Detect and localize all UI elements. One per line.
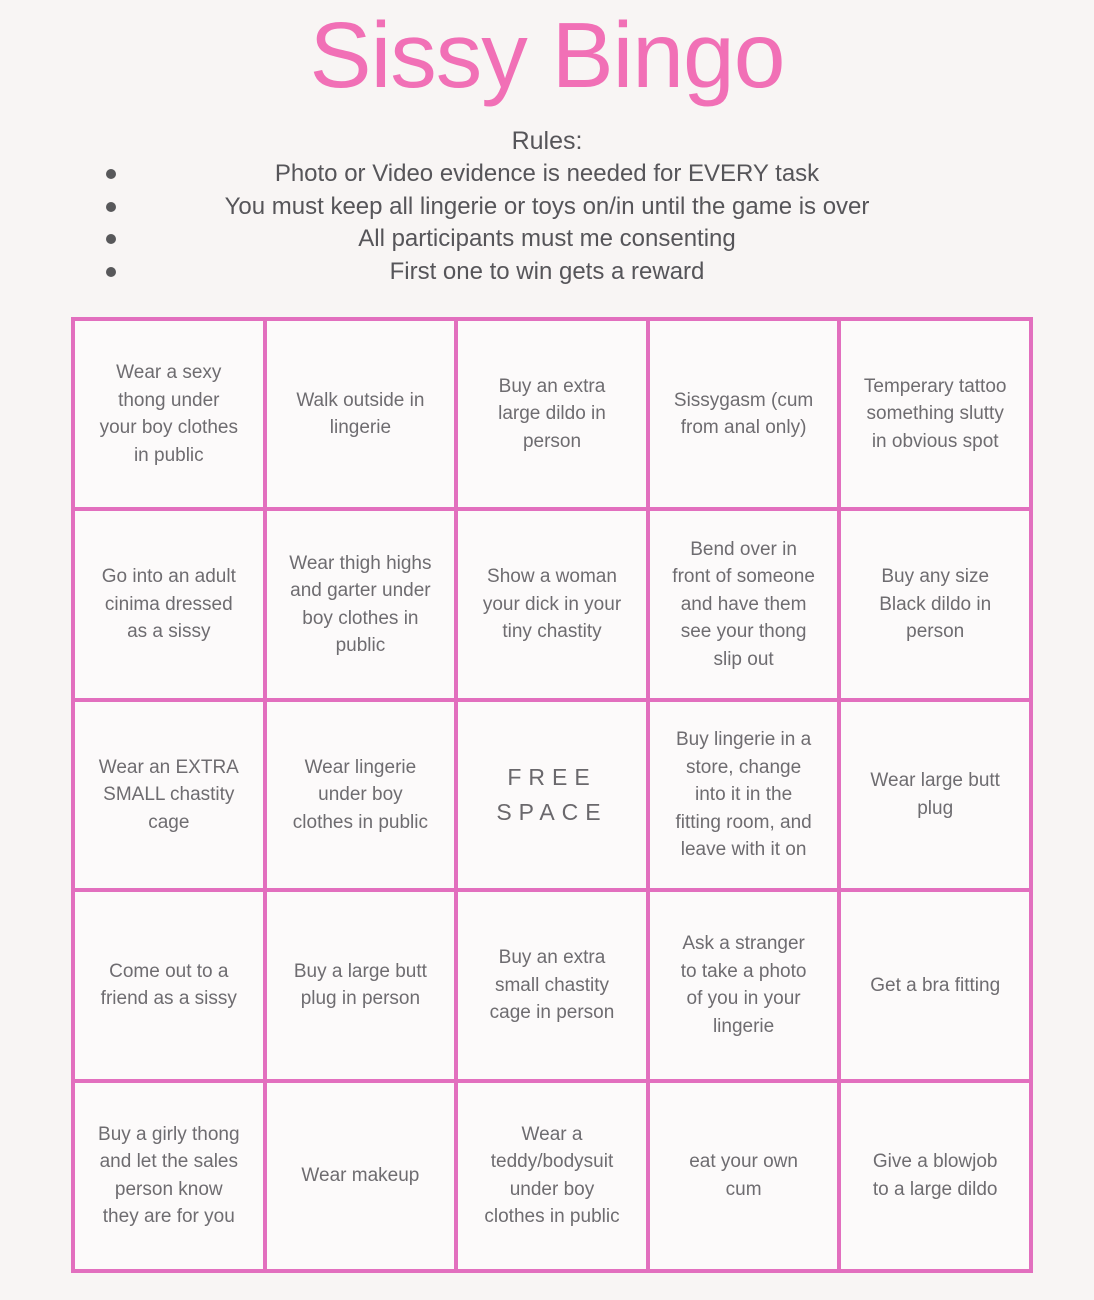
bingo-cell bbox=[839, 700, 1031, 890]
rule-text: Photo or Video evidence is needed for EVERY task bbox=[274, 160, 820, 187]
bingo-cell bbox=[265, 1081, 457, 1271]
bullet-icon bbox=[106, 169, 116, 179]
page-title: Sissy Bingo bbox=[309, 3, 785, 107]
bingo-grid bbox=[71, 317, 1033, 1273]
bingo-cell bbox=[265, 890, 457, 1080]
bingo-cell-text: Buy an extra large dildo in person bbox=[498, 375, 606, 452]
bingo-cell-text: eat your own cum bbox=[689, 1151, 798, 1200]
bingo-cell bbox=[839, 509, 1031, 699]
bingo-cell-text: Wear lingerie under boy clothes in public bbox=[292, 756, 428, 833]
bingo-cell bbox=[839, 319, 1031, 509]
bingo-cell-text: Temperary tattoo something slutty in obvious spot bbox=[863, 375, 1007, 452]
bingo-cell bbox=[265, 319, 457, 509]
bingo-cell bbox=[265, 509, 457, 699]
bingo-cell-text: Walk outside in lingerie bbox=[296, 389, 425, 439]
bingo-cell bbox=[839, 890, 1031, 1080]
bingo-cell-text: Buy any size Black dildo in person bbox=[879, 566, 992, 643]
bingo-cell-text: Buy lingerie in a store, change into it in the fitting room, and leave with it on bbox=[675, 729, 812, 861]
bingo-cell bbox=[456, 890, 648, 1080]
bingo-cell-text: Wear thigh highs and garter under boy clothes in public bbox=[289, 552, 432, 657]
bullet-icon bbox=[106, 234, 116, 244]
bingo-cell bbox=[648, 509, 840, 699]
rules-heading: Rules: bbox=[511, 127, 583, 155]
bingo-cell-text: Buy an extra small chastity cage in person bbox=[489, 947, 615, 1024]
bingo-cell-text: Show a woman your dick in your tiny chastity bbox=[482, 566, 622, 643]
bingo-cell bbox=[73, 509, 265, 699]
rule-text: You must keep all lingerie or toys on/in until the game is over bbox=[224, 192, 870, 220]
bingo-cell-text: Wear a teddy/bodysuit under boy clothes in public bbox=[484, 1123, 620, 1228]
bingo-cell-text: Sissygasm (cum from anal only) bbox=[673, 389, 814, 439]
bingo-cell-text: Get a bra fitting bbox=[870, 974, 1001, 996]
rule-text: All participants must me consenting bbox=[358, 225, 736, 252]
bingo-cell-text: Wear large butt plug bbox=[870, 770, 1000, 819]
bingo-cell bbox=[73, 1081, 265, 1271]
bingo-cell bbox=[73, 890, 265, 1080]
rule-item bbox=[0, 158, 1094, 191]
bingo-cell bbox=[839, 1081, 1031, 1271]
bingo-cell bbox=[73, 319, 265, 509]
bingo-cell bbox=[456, 1081, 648, 1271]
rule-text: First one to win gets a reward bbox=[389, 257, 705, 285]
rules-list bbox=[0, 158, 1094, 288]
bingo-cell bbox=[648, 319, 840, 509]
rule-item bbox=[0, 256, 1094, 289]
bingo-cell-text: Wear an EXTRA SMALL chastity cage bbox=[98, 756, 239, 833]
bingo-cell bbox=[648, 700, 840, 890]
rule-item bbox=[0, 191, 1094, 224]
bingo-cell bbox=[648, 1081, 840, 1271]
free-space-text: FREE SPACE bbox=[496, 764, 608, 825]
bingo-cell bbox=[456, 509, 648, 699]
bingo-cell-text: Wear makeup bbox=[301, 1165, 420, 1187]
bingo-cell-text: Bend over in front of someone and have them see your thong slip out bbox=[672, 538, 815, 670]
bingo-cell-text: Go into an adult cinima dressed as a sissy bbox=[101, 566, 236, 643]
bullet-icon bbox=[106, 267, 116, 277]
bingo-cell-text: Give a blowjob to a large dildo bbox=[872, 1151, 998, 1200]
rule-item bbox=[0, 223, 1094, 256]
bingo-cell-text: Buy a girly thong and let the sales person know they are for you bbox=[98, 1123, 240, 1228]
bingo-cell-text: Ask a stranger to take a photo of you in your lingerie bbox=[680, 933, 807, 1037]
bingo-cell-free-space bbox=[456, 700, 648, 890]
bullet-icon bbox=[106, 202, 116, 212]
bingo-cell-text: Come out to a friend as a sissy bbox=[100, 960, 237, 1010]
bingo-cell-text: Buy a large butt plug in person bbox=[293, 960, 427, 1010]
bingo-cell bbox=[456, 319, 648, 509]
bingo-cell bbox=[73, 700, 265, 890]
bingo-cell bbox=[265, 700, 457, 890]
bingo-cell bbox=[648, 890, 840, 1080]
bingo-cell-text: Wear a sexy thong under your boy clothes in public bbox=[99, 362, 238, 466]
